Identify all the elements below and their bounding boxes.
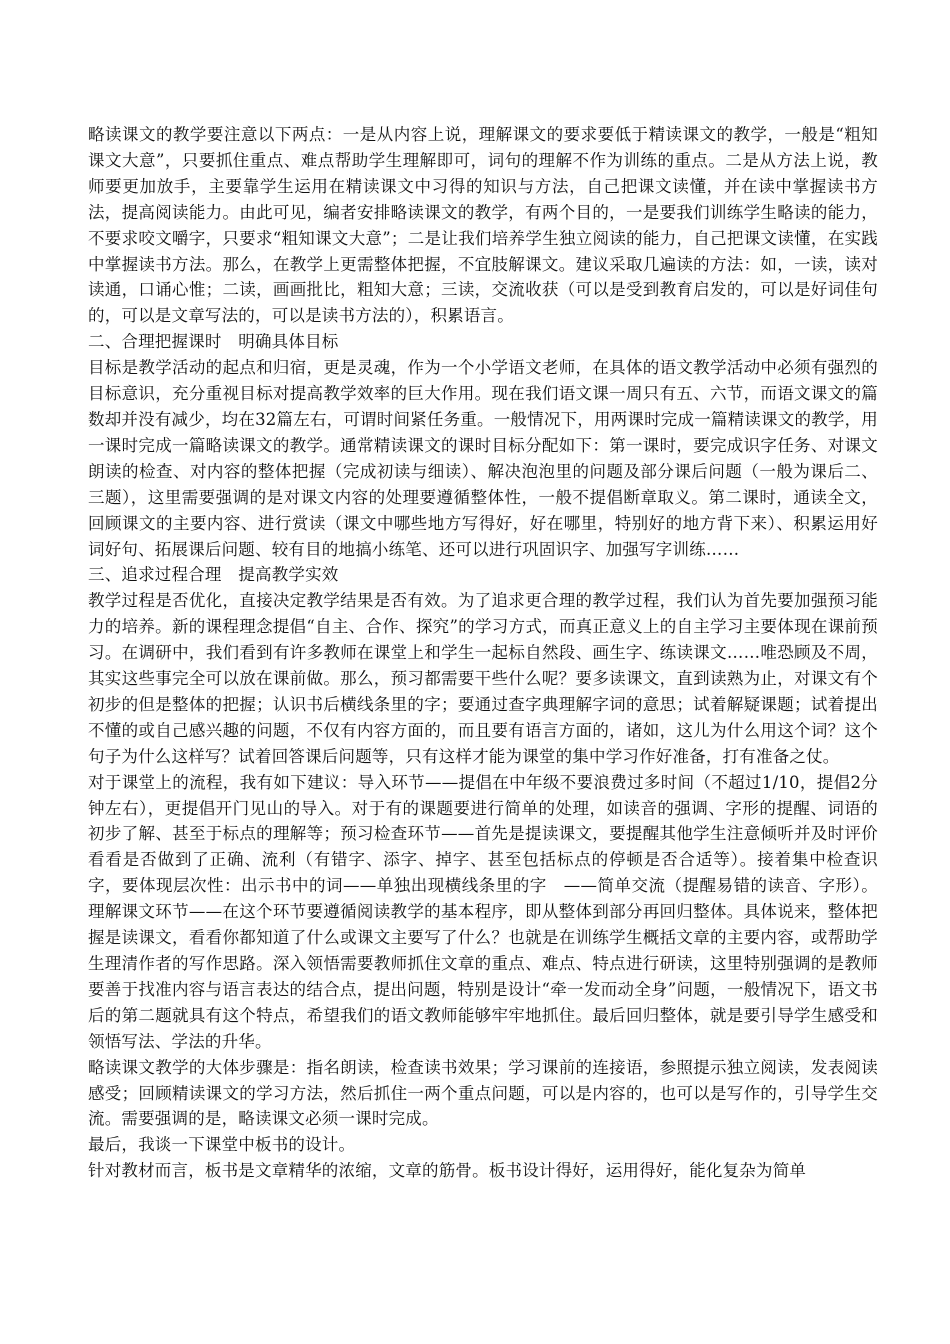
document-page bbox=[88, 122, 878, 1184]
paragraph-skim-reading-points: 略读课文的教学要注意以下两点：一是从内容上说，理解课文的要求要低于精读课文的教学，一般是“粗知课文大意”，只要抓住重点、难点帮助学生理解即可，词句的理解不作为训练的重点。二是从方法上说，教师要更加放手，主要靠学生运用在精读课文中习得的知识与方法，自己把课文读懂，并在读中掌握读书方法，提高阅读能力。由此可见，编者安排略读课文的教学，有两个目的，一是要我们训练学生略读的能力，不要求咬文嚼字，只要求“粗知课文大意”；二是让我们培养学生独立阅读的能力，自己把课文读懂，在实践中掌握读书方法。那么，在教学上更需整体把握，不宜肢解课文。建议采取几遍读的方法：如，一读，读对读通，口诵心惟；二读，画画批比，粗知大意；三读，交流收获（可以是受到教育启发的，可以是好词佳句的，可以是文章写法的，可以是读书方法的），积累语言。 bbox=[88, 125, 878, 326]
section-heading-3: 三、追求过程合理 提高教学实效 bbox=[88, 565, 339, 585]
section-heading-blackboard: 最后，我谈一下课堂中板书的设计。 bbox=[88, 1135, 356, 1155]
paragraph-classroom-flow: 对于课堂上的流程，我有如下建议：导入环节——提倡在中年级不要浪费过多时间（不超过1/10，提倡2分钟左右），更提倡开门见山的导入。对于有的课题要进行简单的处理，如读音的强调、字形的提醒、词语的初步了解、甚至于标点的理解等；预习检查环节——首先是提读课文，要提醒其他学生注意倾听并及时评价看看是否做到了正确、流利（有错字、添字、掉字、甚至包括标点的停顿是否合适等）。接着集中检查识字，要体现层次性：出示书中的词——单独出现横线条里的字 ——简单交流（提醒易错的读音、字形）。理解课文环节——在这个环节要遵循阅读教学的基本程序，即从整体到部分再回归整体。具体说来，整体把握是读课文，看看你都知道了什么或课文主要写了什么？也就是在训练学生概括文章的主要内容，或帮助学生理清作者的写作思路。深入领悟需要教师抓住文章的重点、难点、特点进行研读，这里特别强调的是教师要善于找准内容与语言表达的结合点，提出问题，特别是设计“牵一发而动全身”问题，一般情况下，语文书后的第二题就具有这个特点，希望我们的语文教师能够牢牢地抓住。最后回归整体，就是要引导学生感受和领悟写法、学法的升华。 bbox=[88, 772, 878, 1051]
paragraph-skim-reading-steps: 略读课文教学的大体步骤是：指名朗读，检查读书效果；学习课前的连接语，参照提示独立阅读，发表阅读感受；回顾精读课文的学习方法，然后抓住一两个重点问题，可以是内容的，也可以是写作的，引导学生交流。需要强调的是，略读课文必须一课时完成。 bbox=[88, 1057, 878, 1129]
section-heading-2: 二、合理把握课时 明确具体目标 bbox=[88, 332, 339, 352]
paragraph-blackboard-design: 针对教材而言，板书是文章精华的浓缩，文章的筋骨。板书设计得好，运用得好，能化复杂为简单 bbox=[88, 1161, 807, 1181]
paragraph-class-hours-goals: 目标是教学活动的起点和归宿，更是灵魂，作为一个小学语文老师，在具体的语文教学活动中必须有强烈的目标意识，充分重视目标对提高教学效率的巨大作用。现在我们语文课一周只有五、六节，而语文课文的篇数却并没有减少，均在32篇左右，可谓时间紧任务重。一般情况下，用两课时完成一篇精读课文的教学，用一课时完成一篇略读课文的教学。通常精读课文的课时目标分配如下：第一课时，要完成识字任务、对课文朗读的检查、对内容的整体把握（完成初读与细读）、解决泡泡里的问题及部分课后问题（一般为课后二、三题），这里需要强调的是对课文内容的处理要遵循整体性，一般不提倡断章取义。第二课时，通读全文，回顾课文的主要内容、进行赏读（课文中哪些地方写得好，好在哪里，特别好的地方背下来）、积累运用好词好句、拓展课后问题、较有目的地搞小练笔、还可以进行巩固识字、加强写字训练…… bbox=[88, 358, 878, 559]
paragraph-teaching-process: 教学过程是否优化，直接决定教学结果是否有效。为了追求更合理的教学过程，我们认为首先要加强预习能力的培养。新的课程理念提倡“自主、合作、探究”的学习方式，而真正意义上的自主学习主要体现在课前预习。在调研中，我们看到有许多教师在课堂上和学生一起标自然段、画生字、练读课文……唯恐顾及不周，其实这些事完全可以放在课前做。那么，预习都需要干些什么呢？要多读课文，直到读熟为止，对课文有个初步的但是整体的把握；认识书后横线条里的字；要通过查字典理解字词的意思；试着解疑课题；试着提出不懂的或自己感兴趣的问题，不仅有内容方面的，而且要有语言方面的，诸如，这儿为什么用这个词？这个句子为什么这样写？试着回答课后问题等，只有这样才能为课堂的集中学习作好准备，打有准备之仗。 bbox=[88, 591, 878, 766]
